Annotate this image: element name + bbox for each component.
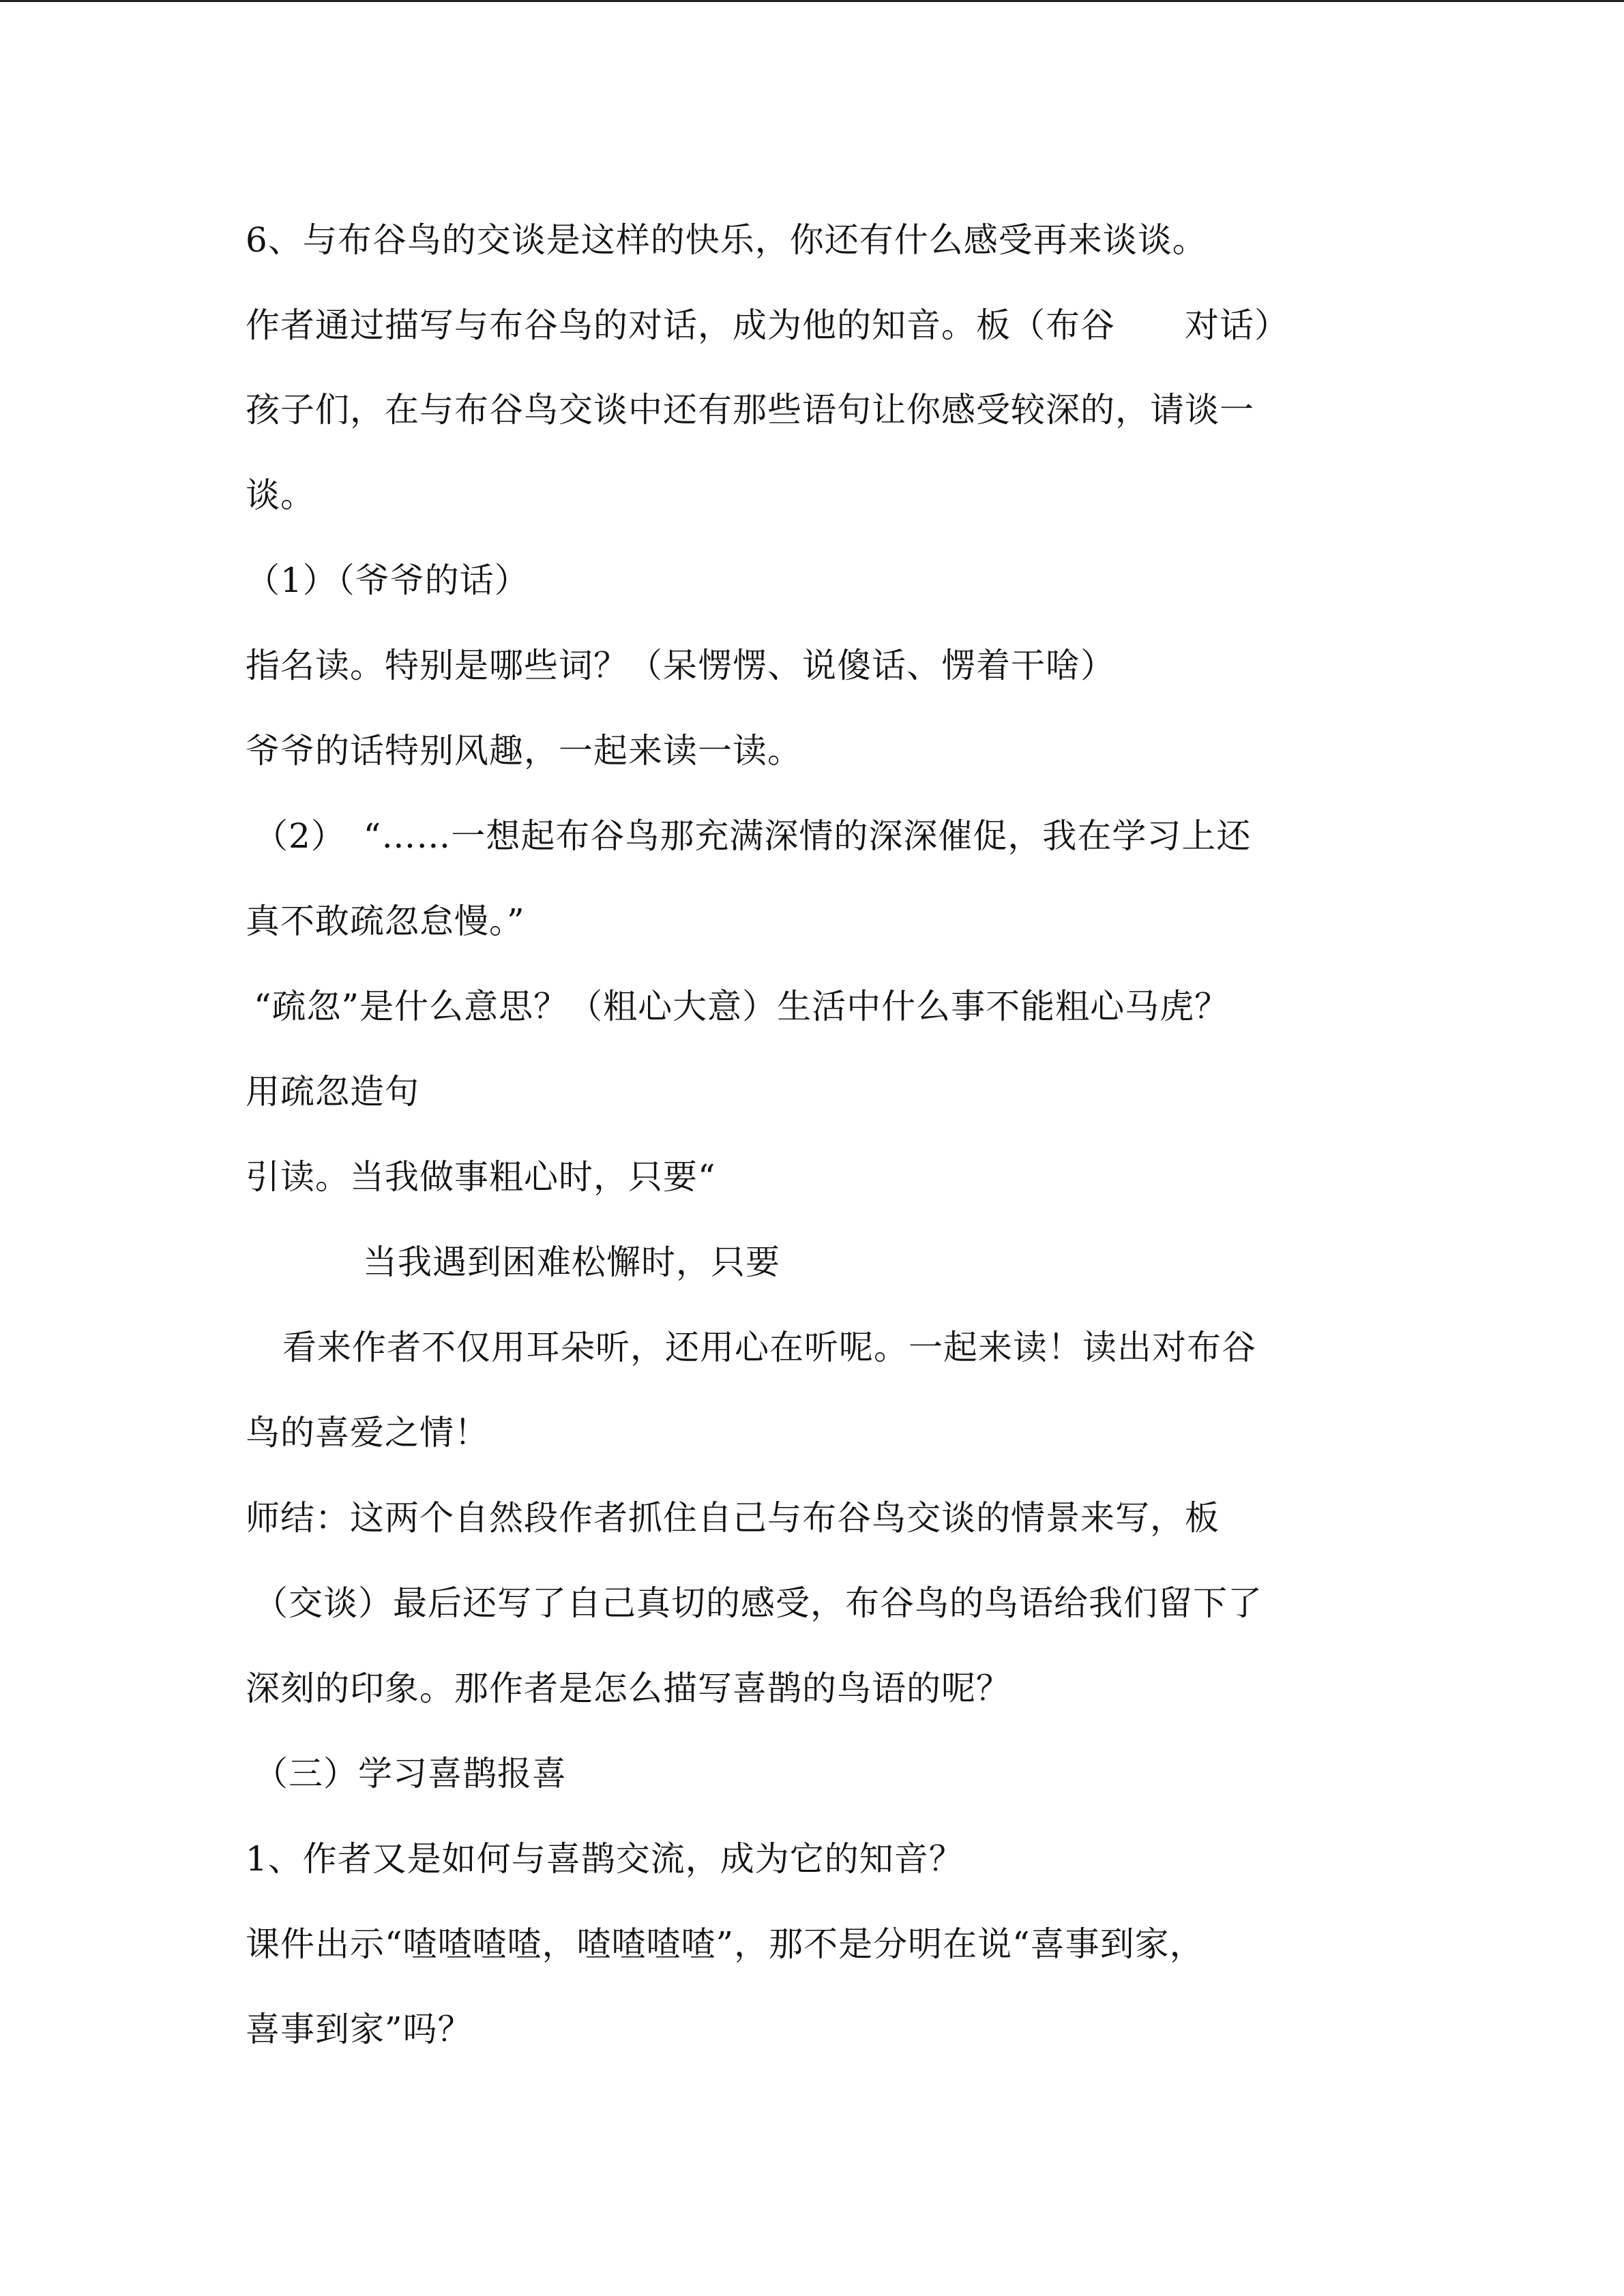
text-line: 课件出示“喳喳喳喳，喳喳喳喳”，那不是分明在说“喜事到家， [246, 1924, 1205, 1964]
text-line: 作者通过描写与布谷鸟的对话，成为他的知音。板（布谷 对话） [246, 305, 1289, 345]
text-line: 深刻的印象。那作者是怎么描写喜鹊的鸟语的呢？ [246, 1669, 1011, 1708]
text-line-question-1: 1、作者又是如何与喜鹊交流，成为它的知音？ [246, 1839, 964, 1879]
section-heading: （三）学习喜鹊报喜 [254, 1754, 567, 1793]
text-line-item-1: （1）（爷爷的话） [246, 561, 529, 600]
text-line: “疏忽”是什么意思？（粗心大意）生活中什么事不能粗心马虎？ [254, 987, 1230, 1026]
text-line: 指名读。特别是哪些词？（呆愣愣、说傻话、愣着干啥） [246, 646, 1115, 685]
text-line: 用疏忽造句 [246, 1072, 419, 1112]
text-line: 爷爷的话特别风趣，一起来读一读。 [246, 731, 802, 771]
text-line: 谈。 [246, 475, 315, 515]
text-line: 孩子们，在与布谷鸟交谈中还有那些语句让你感受较深的，请谈一 [246, 390, 1254, 430]
text-line: 喜事到家”吗？ [246, 2010, 473, 2049]
text-line-item-2: （2） “……一想起布谷鸟那充满深情的深深催促，我在学习上还 [254, 816, 1252, 856]
text-line: 真不敢疏忽怠慢。” [246, 901, 525, 941]
text-line: 看来作者不仅用耳朵听，还用心在听呢。一起来读！读出对布谷 [282, 1328, 1256, 1367]
text-line: 引读。当我做事粗心时，只要“ [246, 1157, 716, 1197]
text-line-question-6: 6、与布谷鸟的交谈是这样的快乐，你还有什么感受再来谈谈。 [246, 220, 1207, 260]
text-line: 鸟的喜爱之情！ [246, 1413, 489, 1452]
text-line-indented: 当我遇到困难松懈时，只要 [363, 1242, 780, 1282]
text-line-summary: 师结：这两个自然段作者抓住自己与布谷鸟交谈的情景来写，板 [246, 1498, 1220, 1538]
text-line: （交谈）最后还写了自己真切的感受，布谷鸟的鸟语给我们留下了 [254, 1583, 1263, 1623]
